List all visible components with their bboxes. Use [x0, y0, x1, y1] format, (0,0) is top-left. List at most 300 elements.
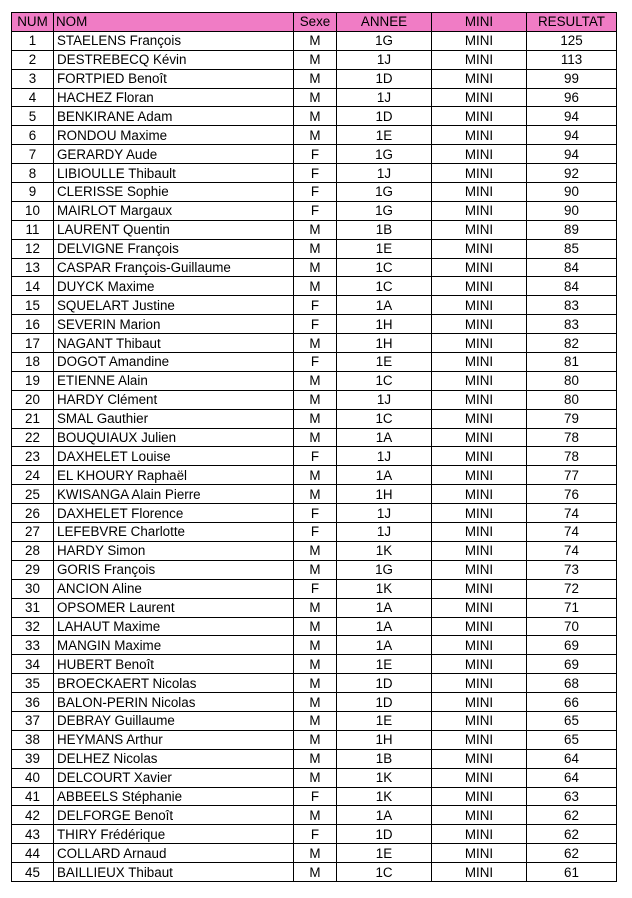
cell-resultat: 68 [527, 674, 617, 693]
cell-sexe: F [294, 296, 337, 315]
cell-annee: 1J [337, 164, 432, 183]
table-row [12, 523, 617, 542]
cell-annee: 1E [337, 239, 432, 258]
cell-mini: MINI [432, 334, 527, 353]
cell-mini: MINI [432, 258, 527, 277]
cell-sexe: M [294, 636, 337, 655]
cell-mini: MINI [432, 69, 527, 88]
cell-num: 37 [12, 711, 54, 730]
cell-num: 10 [12, 201, 54, 220]
cell-resultat: 77 [527, 466, 617, 485]
cell-sexe: M [294, 88, 337, 107]
cell-annee: 1C [337, 258, 432, 277]
cell-nom: HARDY Simon [54, 541, 294, 560]
cell-nom: DELVIGNE François [54, 239, 294, 258]
cell-annee: 1C [337, 371, 432, 390]
table-row [12, 844, 617, 863]
cell-sexe: M [294, 220, 337, 239]
table-row [12, 69, 617, 88]
cell-num: 18 [12, 353, 54, 372]
cell-nom: STAELENS François [54, 31, 294, 50]
cell-resultat: 96 [527, 88, 617, 107]
cell-mini: MINI [432, 145, 527, 164]
cell-nom: BROECKAERT Nicolas [54, 674, 294, 693]
cell-resultat: 69 [527, 655, 617, 674]
cell-nom: EL KHOURY Raphaël [54, 466, 294, 485]
cell-num: 36 [12, 693, 54, 712]
cell-resultat: 125 [527, 31, 617, 50]
cell-resultat: 80 [527, 371, 617, 390]
cell-annee: 1G [337, 183, 432, 202]
cell-sexe: M [294, 863, 337, 882]
cell-sexe: M [294, 390, 337, 409]
cell-resultat: 94 [527, 145, 617, 164]
cell-num: 32 [12, 617, 54, 636]
cell-annee: 1A [337, 428, 432, 447]
table-row [12, 598, 617, 617]
table-row [12, 334, 617, 353]
cell-nom: BOUQUIAUX Julien [54, 428, 294, 447]
cell-annee: 1J [337, 390, 432, 409]
table-header [12, 13, 617, 32]
cell-annee: 1A [337, 466, 432, 485]
cell-resultat: 65 [527, 730, 617, 749]
cell-annee: 1A [337, 296, 432, 315]
cell-mini: MINI [432, 239, 527, 258]
cell-resultat: 76 [527, 485, 617, 504]
cell-num: 6 [12, 126, 54, 145]
cell-resultat: 85 [527, 239, 617, 258]
cell-num: 41 [12, 787, 54, 806]
cell-nom: SQUELART Justine [54, 296, 294, 315]
cell-nom: ABBEELS Stéphanie [54, 787, 294, 806]
cell-mini: MINI [432, 371, 527, 390]
cell-annee: 1H [337, 485, 432, 504]
cell-num: 30 [12, 579, 54, 598]
cell-nom: NAGANT Thibaut [54, 334, 294, 353]
cell-num: 9 [12, 183, 54, 202]
cell-nom: DAXHELET Florence [54, 504, 294, 523]
table-row [12, 277, 617, 296]
cell-resultat: 81 [527, 353, 617, 372]
cell-num: 20 [12, 390, 54, 409]
cell-mini: MINI [432, 560, 527, 579]
cell-mini: MINI [432, 749, 527, 768]
cell-nom: FORTPIED Benoît [54, 69, 294, 88]
table-row [12, 863, 617, 882]
cell-mini: MINI [432, 315, 527, 334]
cell-mini: MINI [432, 466, 527, 485]
cell-nom: BENKIRANE Adam [54, 107, 294, 126]
cell-mini: MINI [432, 183, 527, 202]
cell-resultat: 80 [527, 390, 617, 409]
cell-sexe: F [294, 145, 337, 164]
cell-sexe: M [294, 428, 337, 447]
cell-nom: DEBRAY Guillaume [54, 711, 294, 730]
cell-sexe: M [294, 655, 337, 674]
cell-sexe: M [294, 258, 337, 277]
cell-sexe: M [294, 31, 337, 50]
table-row [12, 768, 617, 787]
cell-sexe: M [294, 693, 337, 712]
cell-mini: MINI [432, 768, 527, 787]
cell-nom: SMAL Gauthier [54, 409, 294, 428]
cell-num: 39 [12, 749, 54, 768]
table-row [12, 541, 617, 560]
cell-mini: MINI [432, 636, 527, 655]
table-row [12, 50, 617, 69]
cell-annee: 1E [337, 655, 432, 674]
cell-resultat: 89 [527, 220, 617, 239]
cell-annee: 1H [337, 315, 432, 334]
table-row [12, 126, 617, 145]
cell-mini: MINI [432, 277, 527, 296]
cell-annee: 1D [337, 69, 432, 88]
cell-num: 38 [12, 730, 54, 749]
cell-annee: 1G [337, 201, 432, 220]
table-row [12, 428, 617, 447]
cell-annee: 1D [337, 107, 432, 126]
cell-mini: MINI [432, 863, 527, 882]
cell-mini: MINI [432, 787, 527, 806]
cell-nom: LAURENT Quentin [54, 220, 294, 239]
table-row [12, 353, 617, 372]
cell-resultat: 83 [527, 315, 617, 334]
cell-mini: MINI [432, 201, 527, 220]
cell-num: 26 [12, 504, 54, 523]
cell-annee: 1A [337, 598, 432, 617]
cell-nom: DELHEZ Nicolas [54, 749, 294, 768]
cell-sexe: M [294, 409, 337, 428]
cell-mini: MINI [432, 164, 527, 183]
cell-sexe: F [294, 787, 337, 806]
cell-num: 8 [12, 164, 54, 183]
cell-num: 15 [12, 296, 54, 315]
cell-mini: MINI [432, 598, 527, 617]
header-row [12, 13, 617, 32]
cell-sexe: M [294, 69, 337, 88]
cell-num: 34 [12, 655, 54, 674]
cell-resultat: 78 [527, 447, 617, 466]
cell-annee: 1A [337, 806, 432, 825]
cell-mini: MINI [432, 126, 527, 145]
cell-nom: CLERISSE Sophie [54, 183, 294, 202]
cell-resultat: 69 [527, 636, 617, 655]
table-row [12, 258, 617, 277]
table-row [12, 201, 617, 220]
cell-nom: DAXHELET Louise [54, 447, 294, 466]
cell-num: 14 [12, 277, 54, 296]
cell-resultat: 64 [527, 749, 617, 768]
cell-annee: 1H [337, 730, 432, 749]
cell-nom: LIBIOULLE Thibault [54, 164, 294, 183]
cell-resultat: 63 [527, 787, 617, 806]
cell-nom: DOGOT Amandine [54, 353, 294, 372]
cell-nom: KWISANGA Alain Pierre [54, 485, 294, 504]
table-row [12, 145, 617, 164]
cell-mini: MINI [432, 485, 527, 504]
cell-nom: MANGIN Maxime [54, 636, 294, 655]
cell-num: 42 [12, 806, 54, 825]
cell-nom: BALON-PERIN Nicolas [54, 693, 294, 712]
table-row [12, 239, 617, 258]
cell-nom: RONDOU Maxime [54, 126, 294, 145]
cell-nom: HEYMANS Arthur [54, 730, 294, 749]
cell-resultat: 92 [527, 164, 617, 183]
cell-nom: BAILLIEUX Thibaut [54, 863, 294, 882]
table-row [12, 636, 617, 655]
cell-nom: GORIS François [54, 560, 294, 579]
cell-resultat: 62 [527, 806, 617, 825]
results-table [11, 12, 617, 882]
table-row [12, 466, 617, 485]
cell-sexe: M [294, 617, 337, 636]
table-row [12, 749, 617, 768]
cell-annee: 1D [337, 825, 432, 844]
cell-annee: 1K [337, 541, 432, 560]
cell-resultat: 84 [527, 258, 617, 277]
cell-num: 23 [12, 447, 54, 466]
cell-annee: 1C [337, 863, 432, 882]
cell-nom: THIRY Frédérique [54, 825, 294, 844]
cell-mini: MINI [432, 107, 527, 126]
table-row [12, 693, 617, 712]
cell-mini: MINI [432, 579, 527, 598]
cell-nom: MAIRLOT Margaux [54, 201, 294, 220]
cell-mini: MINI [432, 655, 527, 674]
cell-mini: MINI [432, 617, 527, 636]
cell-annee: 1H [337, 334, 432, 353]
cell-sexe: M [294, 560, 337, 579]
cell-resultat: 74 [527, 504, 617, 523]
table-row [12, 485, 617, 504]
cell-resultat: 94 [527, 107, 617, 126]
table-row [12, 409, 617, 428]
cell-num: 17 [12, 334, 54, 353]
cell-mini: MINI [432, 523, 527, 542]
cell-sexe: F [294, 183, 337, 202]
cell-num: 28 [12, 541, 54, 560]
cell-mini: MINI [432, 31, 527, 50]
table-row [12, 220, 617, 239]
cell-sexe: F [294, 579, 337, 598]
cell-nom: DELCOURT Xavier [54, 768, 294, 787]
cell-annee: 1G [337, 145, 432, 164]
cell-resultat: 90 [527, 201, 617, 220]
table-row [12, 390, 617, 409]
cell-resultat: 113 [527, 50, 617, 69]
cell-resultat: 72 [527, 579, 617, 598]
cell-mini: MINI [432, 730, 527, 749]
table-row [12, 447, 617, 466]
table-row [12, 674, 617, 693]
cell-annee: 1K [337, 579, 432, 598]
cell-annee: 1D [337, 674, 432, 693]
cell-num: 2 [12, 50, 54, 69]
cell-num: 13 [12, 258, 54, 277]
cell-nom: GERARDY Aude [54, 145, 294, 164]
cell-sexe: F [294, 201, 337, 220]
cell-sexe: M [294, 50, 337, 69]
cell-num: 4 [12, 88, 54, 107]
cell-num: 5 [12, 107, 54, 126]
cell-sexe: M [294, 277, 337, 296]
cell-sexe: F [294, 315, 337, 334]
cell-mini: MINI [432, 541, 527, 560]
cell-annee: 1J [337, 504, 432, 523]
cell-sexe: F [294, 504, 337, 523]
cell-mini: MINI [432, 711, 527, 730]
table-row [12, 655, 617, 674]
cell-nom: OPSOMER Laurent [54, 598, 294, 617]
cell-sexe: F [294, 447, 337, 466]
cell-annee: 1G [337, 31, 432, 50]
cell-sexe: F [294, 825, 337, 844]
cell-sexe: M [294, 107, 337, 126]
cell-annee: 1J [337, 88, 432, 107]
cell-num: 22 [12, 428, 54, 447]
table-row [12, 31, 617, 50]
cell-resultat: 71 [527, 598, 617, 617]
table-row [12, 296, 617, 315]
cell-mini: MINI [432, 390, 527, 409]
cell-num: 11 [12, 220, 54, 239]
header-annee: ANNEE [337, 13, 432, 32]
cell-mini: MINI [432, 825, 527, 844]
cell-resultat: 62 [527, 844, 617, 863]
cell-mini: MINI [432, 806, 527, 825]
cell-resultat: 90 [527, 183, 617, 202]
cell-mini: MINI [432, 88, 527, 107]
cell-nom: DUYCK Maxime [54, 277, 294, 296]
cell-nom: HUBERT Benoît [54, 655, 294, 674]
cell-mini: MINI [432, 428, 527, 447]
cell-sexe: M [294, 768, 337, 787]
cell-resultat: 74 [527, 541, 617, 560]
cell-annee: 1B [337, 220, 432, 239]
cell-num: 35 [12, 674, 54, 693]
cell-num: 16 [12, 315, 54, 334]
cell-mini: MINI [432, 447, 527, 466]
cell-num: 7 [12, 145, 54, 164]
cell-num: 19 [12, 371, 54, 390]
cell-annee: 1K [337, 768, 432, 787]
cell-num: 25 [12, 485, 54, 504]
cell-sexe: M [294, 598, 337, 617]
cell-annee: 1A [337, 636, 432, 655]
cell-sexe: F [294, 353, 337, 372]
cell-num: 21 [12, 409, 54, 428]
cell-nom: HARDY Clément [54, 390, 294, 409]
cell-mini: MINI [432, 50, 527, 69]
table-row [12, 787, 617, 806]
cell-resultat: 64 [527, 768, 617, 787]
header-resultat: RESULTAT [527, 13, 617, 32]
cell-mini: MINI [432, 353, 527, 372]
cell-resultat: 94 [527, 126, 617, 145]
cell-nom: LAHAUT Maxime [54, 617, 294, 636]
table-row [12, 88, 617, 107]
cell-annee: 1D [337, 693, 432, 712]
cell-sexe: M [294, 674, 337, 693]
cell-sexe: M [294, 541, 337, 560]
cell-resultat: 79 [527, 409, 617, 428]
cell-resultat: 74 [527, 523, 617, 542]
table-row [12, 579, 617, 598]
cell-mini: MINI [432, 844, 527, 863]
cell-num: 31 [12, 598, 54, 617]
header-nom: NOM [54, 13, 294, 32]
cell-resultat: 66 [527, 693, 617, 712]
cell-sexe: M [294, 844, 337, 863]
cell-nom: DELFORGE Benoît [54, 806, 294, 825]
header-num: NUM [12, 13, 54, 32]
table-row [12, 617, 617, 636]
cell-sexe: M [294, 126, 337, 145]
cell-sexe: F [294, 164, 337, 183]
cell-nom: ANCION Aline [54, 579, 294, 598]
cell-num: 29 [12, 560, 54, 579]
cell-annee: 1K [337, 787, 432, 806]
cell-resultat: 61 [527, 863, 617, 882]
cell-resultat: 65 [527, 711, 617, 730]
cell-sexe: M [294, 334, 337, 353]
cell-num: 3 [12, 69, 54, 88]
cell-sexe: M [294, 239, 337, 258]
table-row [12, 164, 617, 183]
cell-nom: COLLARD Arnaud [54, 844, 294, 863]
cell-sexe: M [294, 749, 337, 768]
cell-num: 12 [12, 239, 54, 258]
table-row [12, 711, 617, 730]
cell-num: 33 [12, 636, 54, 655]
cell-sexe: M [294, 485, 337, 504]
cell-resultat: 73 [527, 560, 617, 579]
cell-sexe: M [294, 371, 337, 390]
cell-num: 27 [12, 523, 54, 542]
cell-num: 24 [12, 466, 54, 485]
cell-annee: 1B [337, 749, 432, 768]
cell-nom: HACHEZ Floran [54, 88, 294, 107]
cell-num: 45 [12, 863, 54, 882]
cell-sexe: M [294, 806, 337, 825]
cell-sexe: M [294, 711, 337, 730]
header-sexe: Sexe [294, 13, 337, 32]
cell-mini: MINI [432, 674, 527, 693]
table-row [12, 107, 617, 126]
cell-annee: 1E [337, 126, 432, 145]
table-row [12, 806, 617, 825]
cell-num: 43 [12, 825, 54, 844]
cell-mini: MINI [432, 409, 527, 428]
cell-annee: 1J [337, 50, 432, 69]
cell-mini: MINI [432, 504, 527, 523]
cell-nom: DESTREBECQ Kévin [54, 50, 294, 69]
cell-nom: SEVERIN Marion [54, 315, 294, 334]
cell-sexe: M [294, 730, 337, 749]
cell-num: 40 [12, 768, 54, 787]
cell-nom: ETIENNE Alain [54, 371, 294, 390]
table-row [12, 504, 617, 523]
cell-num: 44 [12, 844, 54, 863]
cell-annee: 1C [337, 277, 432, 296]
table-row [12, 825, 617, 844]
cell-resultat: 70 [527, 617, 617, 636]
cell-sexe: F [294, 523, 337, 542]
table-body [12, 31, 617, 881]
table-row [12, 560, 617, 579]
cell-mini: MINI [432, 693, 527, 712]
